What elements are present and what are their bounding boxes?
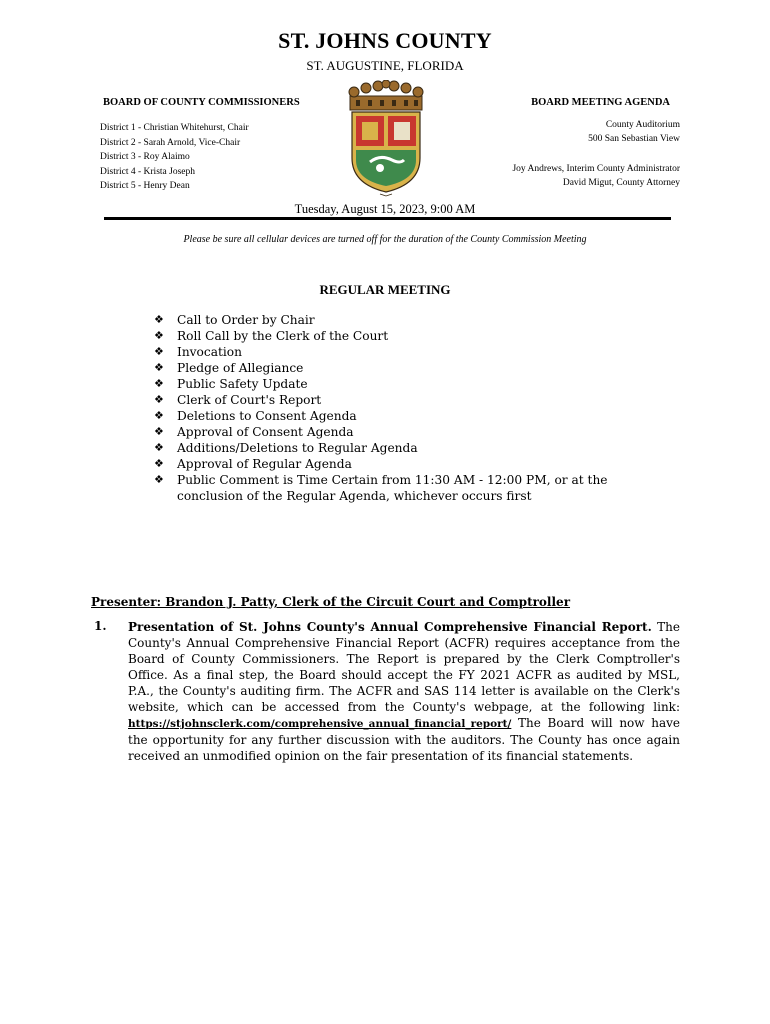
county-officials	[512, 162, 680, 190]
item-description	[128, 619, 680, 764]
page-title: ST. JOHNS COUNTY	[278, 28, 492, 53]
commissioner-line: District 5 - Henry Dean	[100, 181, 190, 191]
board-heading: BOARD OF COUNTY COMMISSIONERS	[103, 97, 300, 108]
agenda-list	[154, 312, 634, 504]
bullet-icon: ❖	[154, 329, 164, 342]
bullet-icon: ❖	[154, 345, 164, 358]
commissioner-line: District 2 - Sarah Arnold, Vice-Chair	[100, 137, 241, 148]
bullet-icon: ❖	[154, 393, 164, 406]
list-item: ❖ Additions/Deletions to Regular Agenda	[154, 441, 418, 455]
section-heading: REGULAR MEETING	[319, 282, 451, 297]
commissioner-list	[100, 121, 249, 194]
location-line: 500 San Sebastian View	[588, 134, 680, 144]
presenter-line: Presenter: Brandon J. Patty, Clerk of the Circuit Court and Comptroller	[91, 595, 571, 609]
item-text: The County's Annual Comprehensive Financial Report (ACFR) requires acceptance from the Board of County Commissioners. The Report is prepared by the Clerk Comptroller's Office. As a final step, the Board should accept the FY 2021 ACFR as audited by MSL, P.A., the County's auditing firm. The ACFR and SAS 114 letter is available on the Clerk's website, which can be accessed from the County's webpage, at the following link:	[128, 620, 680, 714]
list-item: ❖ Deletions to Consent Agenda	[154, 409, 357, 423]
bullet-icon: ❖	[154, 457, 164, 470]
list-item: ❖ Public Comment is Time Certain from 11:30 AM - 12:00 PM, or at the conclusion of the Regular Agenda, whichever occurs first	[154, 473, 608, 503]
meeting-date: Tuesday, August 15, 2023, 9:00 AM	[294, 202, 476, 216]
item-text-continued: The Board will now have the opportunity for any further discussion with the auditors. The County has once again received an unmodified opinion on the fair presentation of its financial statements.	[128, 716, 680, 763]
bullet-icon: ❖	[154, 409, 164, 422]
list-item: ❖ Pledge of Allegiance	[154, 361, 304, 375]
bullet-icon: ❖	[154, 441, 164, 454]
list-item: ❖ Approval of Consent Agenda	[154, 425, 354, 439]
cellphone-notice: Please be sure all cellular devices are turned off for the duration of the County Commission Meeting	[183, 234, 587, 245]
commissioner-line: District 3 - Roy Alaimo	[100, 152, 190, 162]
list-item: ❖ Clerk of Court's Report	[154, 393, 322, 407]
commissioner-line: District 1 - Christian Whitehurst, Chair	[100, 123, 249, 133]
agenda-heading: BOARD MEETING AGENDA	[531, 97, 670, 108]
item-title: Presentation of St. Johns County's Annual Comprehensive Financial Report.	[128, 620, 652, 634]
list-item: ❖ Approval of Regular Agenda	[154, 457, 352, 471]
commissioner-line: District 4 - Krista Joseph	[100, 166, 195, 177]
bullet-icon: ❖	[154, 377, 164, 390]
page-subtitle: ST. AUGUSTINE, FLORIDA	[306, 58, 464, 73]
bullet-icon: ❖	[154, 313, 164, 326]
acfr-report-link[interactable]: https://stjohnsclerk.com/comprehensive_annual_financial_report/	[128, 718, 512, 730]
bullet-icon: ❖	[154, 473, 164, 486]
official-line: Joy Andrews, Interim County Administrator	[512, 164, 680, 174]
bullet-icon: ❖	[154, 425, 164, 438]
list-item: ❖ Call to Order by Chair	[154, 313, 315, 327]
county-seal-icon	[340, 80, 432, 198]
list-item: ❖ Public Safety Update	[154, 377, 308, 391]
official-line: David Migut, County Attorney	[562, 178, 680, 188]
location-line: County Auditorium	[605, 120, 680, 130]
item-number: 1.	[94, 619, 107, 633]
header-divider	[104, 217, 671, 220]
bullet-icon: ❖	[154, 361, 164, 374]
list-item: ❖ Invocation	[154, 345, 242, 359]
list-item: ❖ Roll Call by the Clerk of the Court	[154, 329, 389, 343]
meeting-location	[588, 118, 680, 146]
